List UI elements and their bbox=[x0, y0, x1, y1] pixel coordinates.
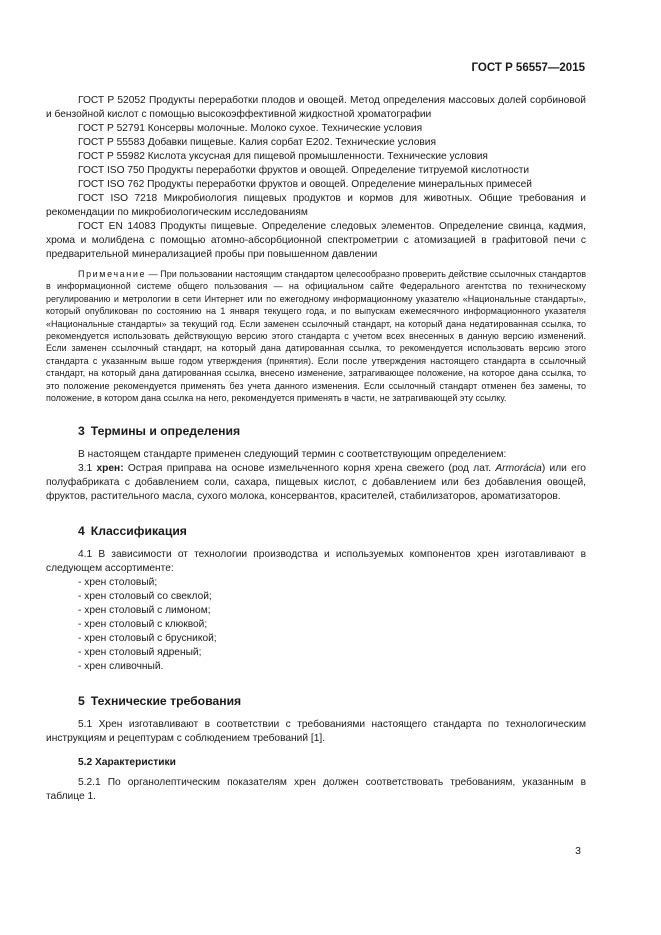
subsection-5-2-heading: 5.2 Характеристики bbox=[78, 757, 176, 769]
ref-item: ГОСТ ISO 7218 Микробиология пищевых продуктов и кормов для животных. Общие требования и рекомендации по микробиологическим исследованиям bbox=[46, 193, 586, 218]
note-text: — При пользовании настоящим стандартом целесообразно проверить действие ссылочных стандартов в информационной системе общего пользования — на официальном сайте Федерального агентства по техническому регулированию и метрологии в сети Интернет или по ежегодному информационному указателю «Национальные стандарты», который опубликован по состоянию на 1 января текущего года, и по выпускам ежемесячного информационного указателя «Национальные стандарты» за текущий год. Если заменен ссылочный стандарт, на который дана недатированная ссылка, то рекомендуется использовать действующую версию этого стандарта с учетом всех внесенных в данную версию изменений. Если заменен ссылочный стандарт, на который дана датированная ссылка, то рекомендуется использовать версию этого стандарта с указанным выше годом утверждения (принятия). Если после утверждения настоящего стандарта в ссылочный стандарт, на который дана датированная ссылка, внесено изменение, затрагивающее положение, на которое дана ссылка, то это положение рекомендуется применять без учета данного изменения. Если ссылочный стандарт отменен без замены, то положение, в котором дана ссылка на него, рекомендуется применять в части, не затрагивающей эту ссылку. bbox=[46, 269, 586, 404]
section-4-intro: 4.1 В зависимости от технологии производства и используемых компонентов хрен изготавливают в следующем ассортименте: bbox=[46, 549, 586, 575]
note-paragraph bbox=[46, 268, 586, 404]
term-name: хрен: bbox=[96, 463, 124, 475]
ref-item: ГОСТ Р 55982 Кислота уксусная для пищевой промышленности. Технические условия bbox=[78, 151, 488, 162]
list-item: - хрен сливочный. bbox=[78, 661, 164, 673]
section-5-1-paragraph: 5.1 Хрен изготавливают в соответствии с требованиями настоящего стандарта по технологическим инструкциям и рецептурам с соблюдением требований [1]. bbox=[46, 719, 586, 745]
ref-item: ГОСТ EN 14083 Продукты пищевые. Определение следовых элементов. Определение свинца, кадмия, хрома и молибдена с помощью атомно-абсорбционной спектрометрии с атомизацией в графитовой печи с предварительной минерализацией пробы при повышенном давлении bbox=[46, 221, 586, 260]
document-id-header: ГОСТ Р 56557—2015 bbox=[471, 62, 585, 74]
term-definition bbox=[46, 462, 586, 504]
section-4-heading bbox=[46, 524, 586, 538]
list-item: - хрен столовый ядреный; bbox=[78, 647, 202, 659]
section-4-number: 4 bbox=[78, 524, 85, 539]
term-def-before: Острая приправа на основе измельченного корня хрена свежего (род лат. bbox=[127, 463, 492, 475]
section-5-2-1-paragraph: 5.2.1 По органолептическим показателям хрен должен соответствовать требованиям, указанным в таблице 1. bbox=[46, 777, 586, 803]
section-4-title: Классификация bbox=[90, 524, 187, 539]
ref-item: ГОСТ Р 52791 Консервы молочные. Молоко сухое. Технические условия bbox=[78, 123, 423, 134]
list-item: - хрен столовый с брусникой; bbox=[78, 633, 217, 645]
section-5-heading bbox=[46, 694, 586, 708]
assortment-list bbox=[46, 576, 586, 674]
section-3-intro: В настоящем стандарте применен следующий термин с соответствующим определением: bbox=[78, 449, 507, 461]
section-3-number: 3 bbox=[78, 424, 85, 439]
ref-item: ГОСТ ISO 762 Продукты переработки фруктов и овощей. Определение минеральных примесей bbox=[78, 179, 532, 190]
section-3-title: Термины и определения bbox=[90, 424, 241, 439]
list-item: - хрен столовый с клюквой; bbox=[78, 619, 208, 631]
term-latin: Armorácia bbox=[495, 463, 542, 475]
list-item: - хрен столовый с лимоном; bbox=[78, 605, 211, 617]
list-item: - хрен столовый; bbox=[78, 577, 158, 589]
ref-item: ГОСТ Р 55583 Добавки пищевые. Калия сорбат Е202. Технические условия bbox=[78, 137, 437, 148]
term-number: 3.1 bbox=[78, 463, 93, 475]
ref-item: ГОСТ Р 52052 Продукты переработки плодов и овощей. Метод определения массовых долей сорбиновой и бензойной кислот с помощью высокоэффективной жидкостной хроматографии bbox=[46, 95, 586, 120]
section-3-heading bbox=[46, 424, 586, 438]
page-number: 3 bbox=[575, 845, 581, 857]
section-5-title: Технические требования bbox=[90, 694, 242, 709]
note-label: Примечание bbox=[78, 269, 147, 279]
section-5-number: 5 bbox=[78, 694, 85, 709]
document-body bbox=[46, 94, 586, 804]
ref-item: ГОСТ ISO 750 Продукты переработки фруктов и овощей. Определение титруемой кислотности bbox=[78, 165, 530, 176]
list-item: - хрен столовый со свеклой; bbox=[78, 591, 212, 603]
term-def-after: ) или его полуфабриката с добавлением соли, сахара, пищевых кислот, с добавлением или без добавления овощей, фруктов, растительного масла, сухого молока, консервантов, красителей, стабилизаторов, ароматизаторов. bbox=[46, 463, 586, 503]
